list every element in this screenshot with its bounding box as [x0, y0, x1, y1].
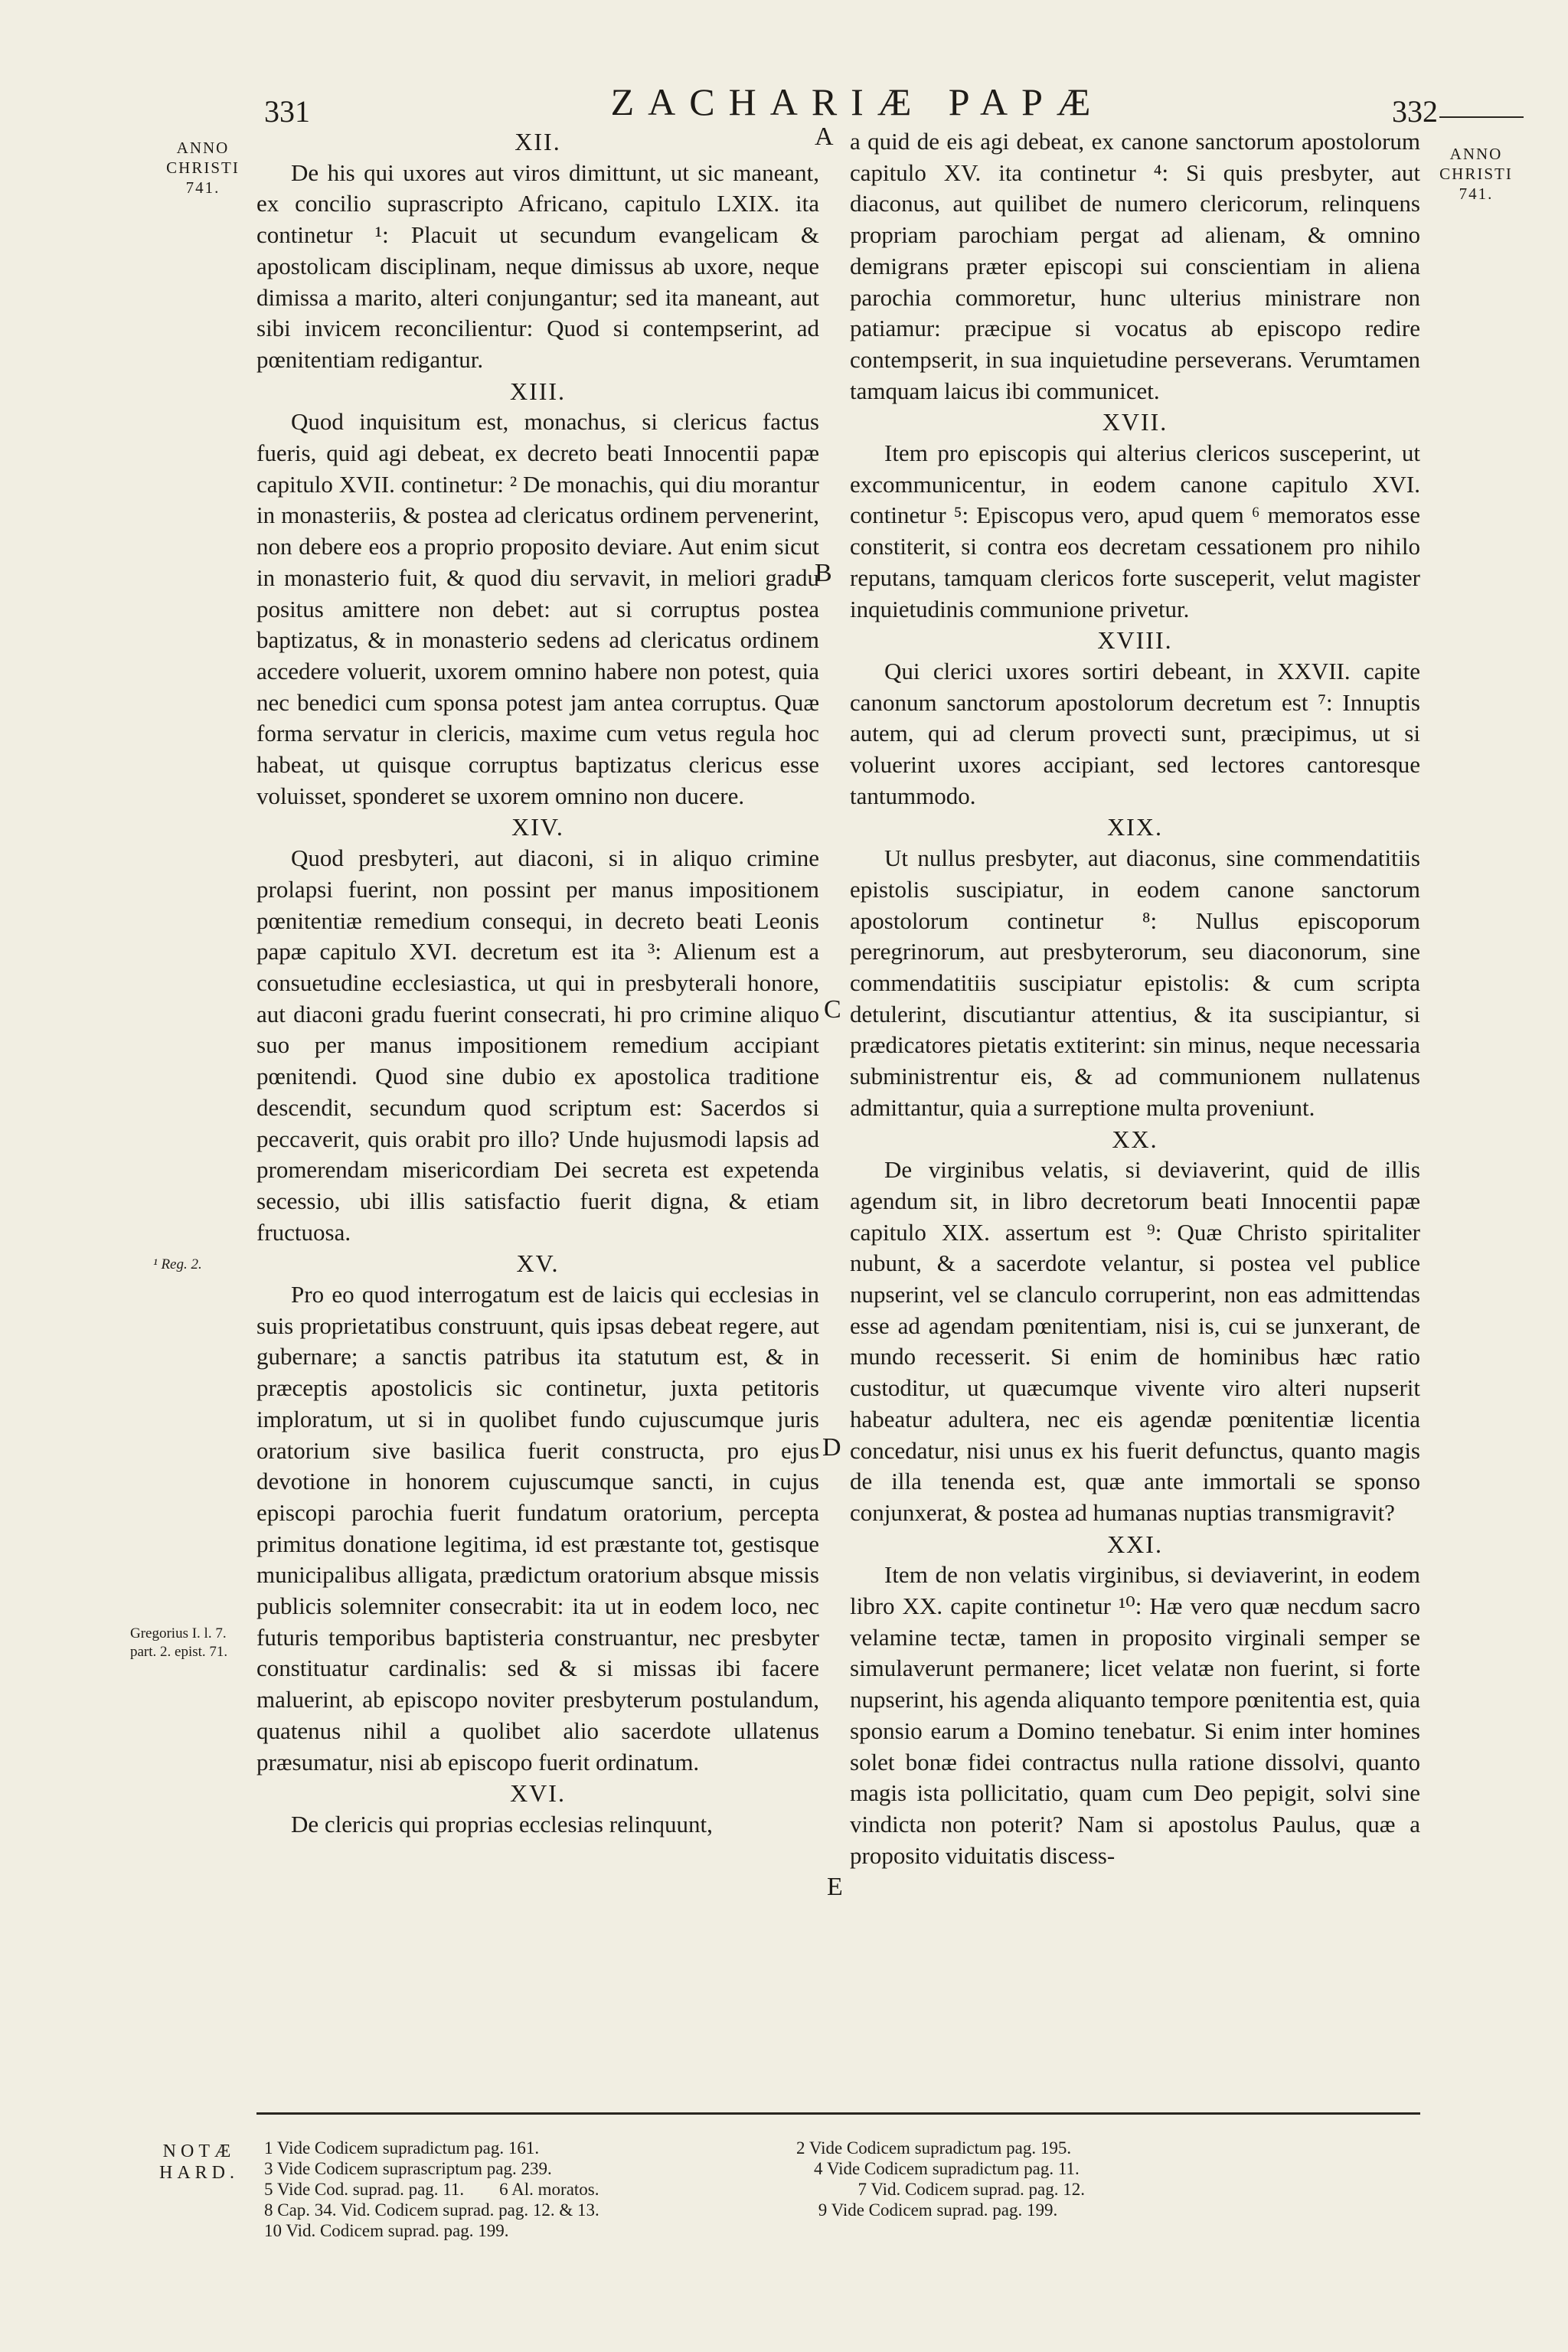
left-page-number: 331	[264, 94, 310, 129]
section-letter-e: E	[827, 1873, 843, 1901]
heading-xii: XII.	[514, 128, 561, 155]
paragraph-xv: Pro eo quod interrogatum est de laicis qui ecclesias in suis proprietatibus construunt, quis ipsas debeat regere, aut gubernare; a sanctis patribus ita statutum est, & in præceptis apostolicis sic continetur, juxta petitoris imploratum, ut si in quolibet fundo cujuscumque juris oratorium sive basilica fuerit constructa, pro ejus devotione in honorem cujuscumque sancti, in cujus episcopi parochia fuerit fundatum oratorium, percepta primitus donatione legitima, id est præstante tot, gestisque municipalibus alligata, prædictum oratorium absque missis publicis solemniter consecrabit: ita ut in eodem loco, nec futuris temporibus baptisteria construantur, nec presbyter constituatur cardinalis: sed & si missas ibi facere maluerint, ab episcopo noviter presbyterum postulandum, quatenus nihil a quolibet alio sacerdote ullatenus præsumatur, nisi ab episcopo fuerit ordinatum.	[256, 1281, 819, 1775]
heading-xix: XIX.	[1107, 813, 1163, 841]
paragraph-xx: De virginibus velatis, si deviaverint, quid de illis agendum sit, in libro decretorum beati Innocentii papæ capitulo XIX. assertum est ⁹: Quæ Christo spiritaliter nubunt, & a sacerdote velantur, si postea vel publice nupserint, vel se clanculo corruperint, non eas admittendas esse ad agendam pœnitentiam, nisi is, cui se junxerant, de mundo recesserit. Si enim de hominibus hæc ratio custoditur, ut quæcumque vivente viro alteri nupserit habeatur adultera, nec eis agendæ pœnitentiæ licentia concedatur, nisi unus ex his fuerit defunctus, quanto magis de illa tenenda est, quæ ante immortali se sponso conjunxerat, & postea ad humanas nuptias transmigravit?	[850, 1156, 1420, 1526]
right-text-column	[850, 126, 1420, 1871]
margin-year-right: ANNO CHRISTI 741.	[1439, 145, 1513, 203]
heading-xx: XX.	[1112, 1125, 1158, 1153]
heading-xv: XV.	[516, 1250, 560, 1278]
margin-reference-reg: ¹ Reg. 2.	[153, 1256, 202, 1272]
left-text-column	[256, 126, 819, 1841]
header-rule	[1439, 116, 1524, 118]
heading-xiii: XIII.	[509, 377, 567, 405]
margin-reference-gregorius: Gregorius I. l. 7. part. 2. epist. 71.	[130, 1625, 228, 1660]
heading-xviii: XVIII.	[1097, 626, 1173, 655]
paragraph-xviii: Qui clerici uxores sortiri debeant, in XXVII. capite canonum sanctorum apostolorum decretum est ⁷: Innuptis autem, qui ad clerum provecti sunt, præcipimus, ut si voluerint uxores accipiant, sed lectores cantoresque tantummodo.	[850, 657, 1420, 809]
section-letter-d: D	[822, 1433, 841, 1462]
heading-xvii: XVII.	[1102, 408, 1168, 436]
paragraph-xiv: Quod presbyteri, aut diaconi, si in aliquo crimine prolapsi fuerint, non possint per manus impositionem pœnitentiæ remedium consequi, in decreto beati Leonis papæ capitulo XVI. decretum est ita ³: Alienum est a consuetudine ecclesiastica, ut qui in presbyterali honore, aut diaconi gradu fuerint consecrati, hi pro crimine aliquo suo per manus impositionem remedium accipiant pœnitendi. Quod sine dubio ex apostolica traditione descendit, secundum quod scriptum est: Sacerdos si peccaverit, quis orabit pro illo? Unde hujusmodi lapsis ad promerendam misericordiam Dei secreta est expetenda secessio, ubi illis satisfactio fuerit digna, & etiam fructuosa.	[256, 844, 819, 1246]
footnotes-right: 2 Vide Codicem supradictum pag. 195. 4 Vide Codicem supradictum pag. 11. 7 Vid. Codicem suprad. pag. 12. 9 Vide Codicem suprad. pag. 199.	[796, 2138, 1086, 2220]
paragraph-xvii: Item pro episcopis qui alterius clericos susceperint, ut excommunicentur, in eodem canone capitulo XVI. continetur ⁵: Episcopus vero, apud quem ⁶ memoratos esse constiterit, si contra eos decretam cessationem pro nihilo reputans, tamquam clericos forte susceperit, velut magister inquietudinis communione privetur.	[850, 439, 1420, 622]
heading-xvi: XVI.	[510, 1779, 566, 1808]
paragraph-xiii: Quod inquisitum est, monachus, si clericus factus fueris, quid agi debeat, ex decreto beati Innocentii papæ capitulo XVII. continetur: ² De monachis, qui diu morantur in monasteriis, & postea ad clericatus ordinem pervenerint, non debere eos a proprio proposito deviare. Aut enim sicut in monasterio fuit, & quod diu servavit, in meliori gradu positus amittere non debet: aut si corruptus postea baptizatus, & in monasterio sedens ad clericatus ordinem accedere voluerit, uxorem omnino habere non potest, quia nec benedici cum sponsa potest jam antea corruptus. Quæ forma servatur in clericis, maxime cum vetus regula hoc habeat, ut quisque corruptus baptizatus clericus esse voluisset, sponderet se uxorem omnino non ducere.	[256, 408, 819, 809]
footnote-label: NOTÆ HARD.	[158, 2141, 239, 2183]
paragraph-xii: De his qui uxores aut viros dimittunt, ut sic maneant, ex concilio suprascripto Africano, capitulo LXIX. ita continetur ¹: Placuit ut secundum evangelicam & apostolicam disciplinam, neque dimissus ab uxore, neque dimissa a marito, alteri conjungantur; sed ita maneant, aut sibi invicem reconcilientur: Quod si contempserint, ad pœnitentiam redigantur.	[256, 158, 819, 373]
heading-xxi: XXI.	[1107, 1530, 1163, 1558]
footnotes-left: 1 Vide Codicem supradictum pag. 161. 3 Vide Codicem suprascriptum pag. 239. 5 Vide Cod. suprad. pag. 11. 6 Al. moratos. 8 Cap. 34. Vid. Codicem suprad. pag. 12. & 13. 10 Vid. Codicem suprad. pag. 199.	[264, 2138, 599, 2240]
heading-xiv: XIV.	[511, 813, 564, 841]
paragraph-xxi: Item de non velatis virginibus, si deviaverint, in eodem libro XX. capite continetur ¹⁰: Hæ vero quæ necdum sacro velamine tectæ, tamen in proposito virginali semper se simulaverunt permanere; licet velatæ non fuerint, si forte nupserint, his agenda aliquanto tempore pœnitentia est, quia sponsio earum a Domino tenebatur. Si enim inter homines solet bonæ fidei contractus nulla ratione dissolvi, quanto magis ista pollicitatio, quam cum Deo pepigit, solvi sine vindicta non poterit? Nam si apostolus Paulus, quæ a proposito viduitatis discess-	[850, 1561, 1420, 1869]
section-letter-a: A	[815, 122, 834, 151]
footnote-divider	[256, 2112, 1420, 2115]
running-title: ZACHARIÆ PAPÆ	[610, 80, 1105, 123]
right-page-number: 332	[1392, 94, 1438, 129]
margin-year-left: ANNO CHRISTI 741.	[166, 139, 240, 197]
section-letter-c: C	[824, 995, 841, 1024]
paragraph-xvi: De clericis qui proprias ecclesias relinquunt,	[291, 1810, 713, 1838]
paragraph-xvi-continued: a quid de eis agi debeat, ex canone sanctorum apostolorum capitulo XV. ita continetur ⁴: Si quis presbyter, aut diaconus, aut quilibet de numero clericorum, relinquens propriam parochiam pergat ad alienam, & omnino demigrans præter episcopi sui conscientiam in aliena parochia commoretur, hunc ulterius ministrare non patiamur: præcipue si vocatus ab episcopo redire contempserit, in sua inquietudine perseverans. Verumtamen tamquam laicus ibi communicet.	[850, 128, 1420, 404]
paragraph-xix: Ut nullus presbyter, aut diaconus, sine commendatitiis epistolis suscipiatur, in eodem canone sanctorum apostolorum continetur ⁸: Nullus episcoporum peregrinorum, aut presbyterorum, seu diaconorum, sine commendatitiis suscipiatur epistolis: & cum scripta detulerint, discutiantur attentius, & ita suscipiantur, si prædicatores pietatis extiterint: sin minus, neque necessaria subministrentur eis, & ad communionem nullatenus admittantur, quia a surreptione multa proveniunt.	[850, 844, 1420, 1121]
section-letter-b: B	[815, 559, 832, 587]
